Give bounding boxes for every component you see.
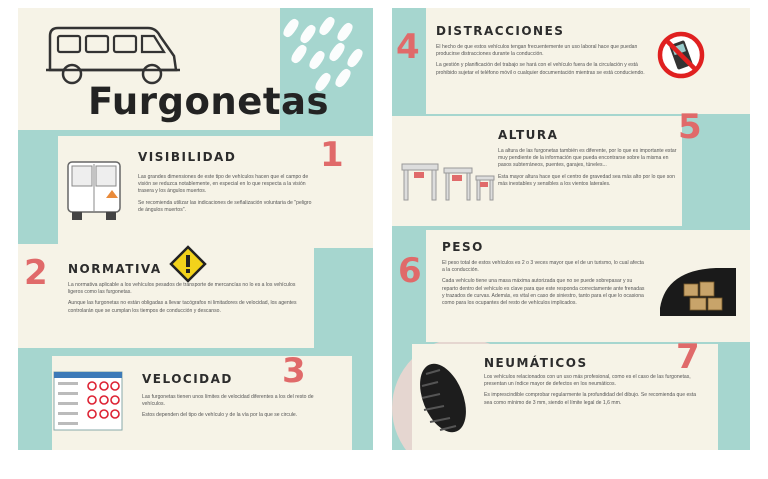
decor-dot: [307, 49, 327, 71]
van-rear-icon: [62, 158, 126, 222]
section-paragraph: La gestión y planificación del trabajo se hará con el vehículo fuera de la circulación y está prohibido sujetar el teléfono móvil o cualquier documentación mientras se está conduciendo.: [436, 62, 645, 76]
section-heading: ALTURA: [498, 128, 559, 142]
left-panel: [18, 8, 373, 450]
section-paragraph: Se recomienda utilizar las indicaciones de señalización voluntaria de "peligro de ángulos muertos".: [138, 199, 312, 213]
height-limit-icon: [400, 158, 496, 202]
section-paragraph: Las furgonetas tienen unos límites de velocidad diferentes a los del resto de vehículos.: [142, 394, 314, 408]
section-heading: NORMATIVA: [68, 262, 162, 276]
section-body: [442, 260, 648, 311]
section-number: 4: [396, 27, 420, 67]
section-heading: PESO: [442, 240, 484, 254]
section-body: [436, 44, 646, 81]
section-body: [68, 282, 308, 319]
section-paragraph: El peso total de estos vehículos es 2 o 3 veces mayor que el de un turismo, lo cual afecta a la conducción.: [442, 260, 644, 274]
speed-limit-table-icon: [54, 372, 122, 430]
section-number: 5: [678, 107, 702, 147]
section-paragraph: El hecho de que estos vehículos tengan frecuentemente un uso laboral hace que puedan producirse distracciones durante la conducción.: [436, 44, 638, 58]
section-number: 3: [282, 351, 306, 391]
decor-dot: [298, 23, 318, 45]
section-number: 7: [676, 337, 700, 377]
decor-dot: [327, 41, 347, 63]
no-phone-icon: [656, 30, 706, 80]
section-number: 2: [24, 253, 48, 293]
section-heading: VISIBILIDAD: [138, 150, 237, 164]
section-paragraph: Las grandes dimensiones de este tipo de vehículos hacen que el campo de visión se reduzca notablemente, en especial en lo que respecta a la visión trasera y los ángulos muertos.: [138, 174, 309, 195]
section-paragraph: Estos dependen del tipo de vehículo y de la vía por la que se circule.: [142, 412, 298, 419]
decor-dot: [335, 21, 355, 43]
section-body: [484, 374, 698, 411]
cargo-load-icon: [656, 260, 738, 318]
section-paragraph: Cada vehículo tiene una masa máxima autorizada que no se puede sobrepasar y su reparto dentro del vehículo es clave para que este responda correctamente ante frenadas y trazados de curvas. Además, es vital en caso de siniestro, tanto para el que lo ocasiona como para los ocupantes del resto de vehículos implicados.: [442, 278, 645, 307]
page-title: Furgonetas: [88, 80, 330, 123]
section-paragraph: Aunque las furgonetas no están obligadas a llevar tacógrafos ni limitadores de velocidad, los agentes controlarán que se cumplan los tiempos de conducción y descanso.: [68, 300, 297, 314]
decor-dot: [345, 47, 365, 69]
warning-sign-icon: [168, 244, 208, 284]
decor-dot: [289, 43, 309, 65]
right-panel: [392, 8, 750, 450]
section-body: [142, 394, 332, 424]
section-paragraph: La normativa aplicable a los vehículos pesados de transporte de mercancías no lo es a los vehículos ligeros como las furgonetas.: [68, 282, 296, 296]
section-paragraph: Es imprescindible comprobar regularmente la profundidad del dibujo. Se recomienda que esta sea como mínimo de 3 mm, siendo el límite legal de 1,6 mm.: [484, 392, 697, 406]
tire-icon: [414, 358, 472, 438]
section-heading: NEUMÁTICOS: [484, 356, 588, 370]
decor-dot: [317, 15, 337, 37]
section-body: [138, 174, 318, 218]
section-number: 6: [398, 251, 422, 291]
decor-dot: [333, 67, 353, 89]
section-paragraph: Los vehículos relacionados con un uso más profesional, como es el caso de las furgonetas, presentan un índice mayor de defectos en los neumáticos.: [484, 374, 691, 388]
section-heading: VELOCIDAD: [142, 372, 233, 386]
section-body: [498, 148, 678, 192]
decor-dot: [281, 17, 301, 39]
section-number: 1: [320, 135, 344, 175]
section-paragraph: Esta mayor altura hace que el centro de gravedad sea más alto por lo que son más inestables y sensibles a los vientos laterales.: [498, 173, 675, 187]
section-heading: DISTRACCIONES: [436, 24, 565, 38]
section-paragraph: La altura de las furgonetas también es diferente, por lo que es importante estar muy pendiente de la información que pueda encontrarse sobre la misma en pasos subterráneos, puentes, garajes, túneles...: [498, 148, 677, 169]
